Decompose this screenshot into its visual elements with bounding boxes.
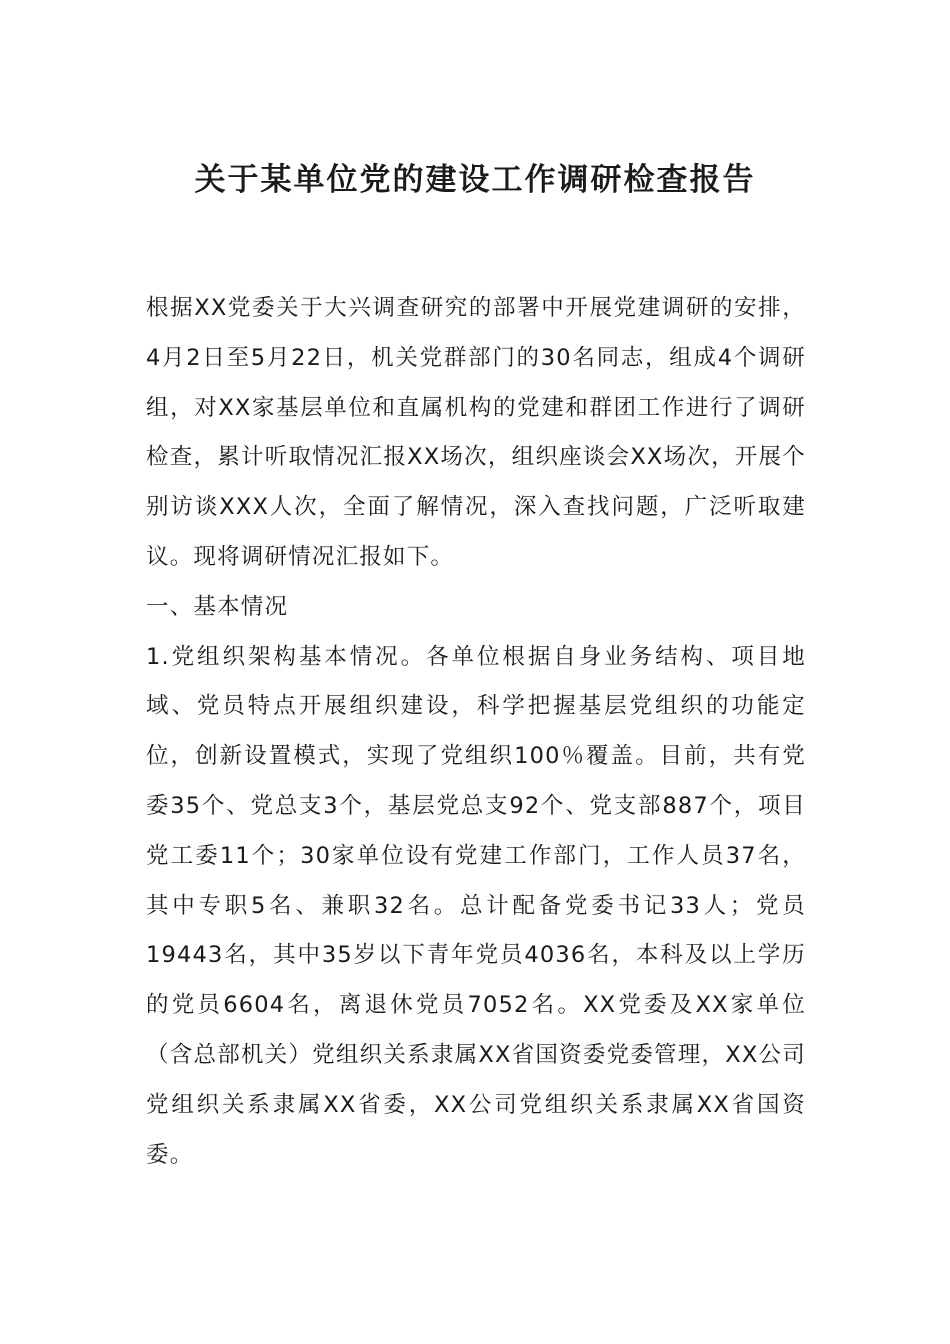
document-body [146,284,806,1180]
party-organization-paragraph: 1.党组织架构基本情况。各单位根据自身业务结构、项目地域、党员特点开展组织建设，科学把握基层党组织的功能定位，创新设置模式，实现了党组织100％覆盖。目前，共有党委35个、党总支3个，基层党总支92个、党支部887个，项目党工委11个；30家单位设有党建工作部门，工作人员37名，其中专职5名、兼职32名。总计配备党委书记33人；党员19443名，其中35岁以下青年党员4036名，本科及以上学历的党员6604名，离退休党员7052名。XX党委及XX家单位（含总部机关）党组织关系隶属XX省国资委党委管理，XX公司党组织关系隶属XX省委，XX公司党组织关系隶属XX省国资委。 [146,643,806,1168]
section-heading-basic-situation: 一、基本情况 [146,593,289,620]
intro-paragraph: 根据XX党委关于大兴调查研究的部署中开展党建调研的安排，4月2日至5月22日，机关党群部门的30名同志，组成4个调研组，对XX家基层单位和直属机构的党建和群团工作进行了调研检查，累计听取情况汇报XX场次，组织座谈会XX场次，开展个别访谈XXX人次，全面了解情况，深入查找问题，广泛听取建议。现将调研情况汇报如下。 [146,295,806,570]
document-title: 关于某单位党的建设工作调研检查报告 [194,162,756,198]
